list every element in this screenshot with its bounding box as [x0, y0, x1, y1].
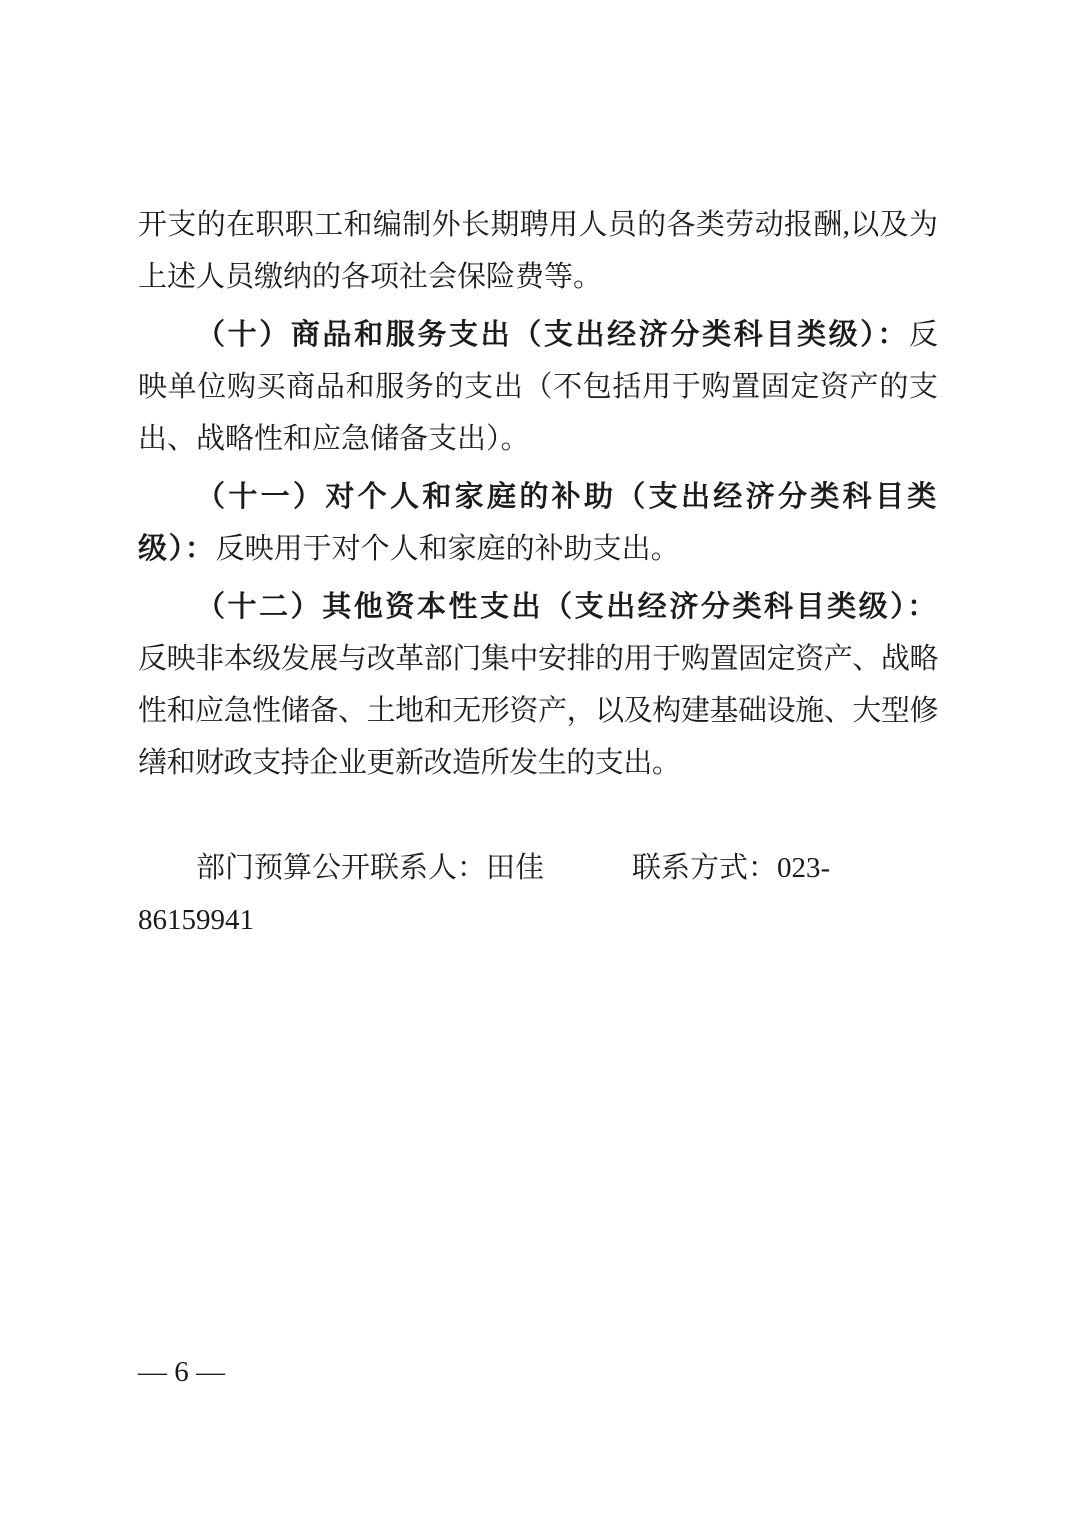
paragraph-continuation — [138, 199, 938, 303]
document-body — [138, 199, 938, 946]
contact-line — [138, 842, 938, 946]
item-10-heading: （十）商品和服务支出（支出经济分类科目类级）： — [196, 319, 909, 351]
contact-person: 部门预算公开联系人：田佳 — [196, 852, 545, 884]
item-11-heading: （十一）对个人和家庭的补助（支出经济分类科目类级）： — [138, 481, 938, 565]
paragraph-item-12 — [138, 581, 938, 789]
page-number: — 6 — — [138, 1356, 225, 1388]
item-12-body: 反映非本级发展与改革部门集中安排的用于购置固定资产、战略性和应急性储备、土地和无形资产，以及构建基础设施、大型修缮和财政支持企业更新改造所发生的支出。 — [138, 643, 938, 779]
paragraph-item-11 — [138, 471, 938, 575]
item-10-body: 反映单位购买商品和服务的支出（不包括用于购置固定资产的支出、战略性和应急储备支出）。 — [138, 319, 938, 455]
paragraph-item-10 — [138, 309, 938, 465]
item-12-heading: （十二）其他资本性支出（支出经济分类科目类级）： — [196, 591, 938, 623]
contact-phone: 联系方式：023-86159941 — [138, 852, 831, 936]
item-11-body: 反映用于对个人和家庭的补助支出。 — [215, 533, 680, 565]
paragraph-text: 开支的在职职工和编制外长期聘用人员的各类劳动报酬,以及为上述人员缴纳的各项社会保险费等。 — [138, 209, 938, 293]
